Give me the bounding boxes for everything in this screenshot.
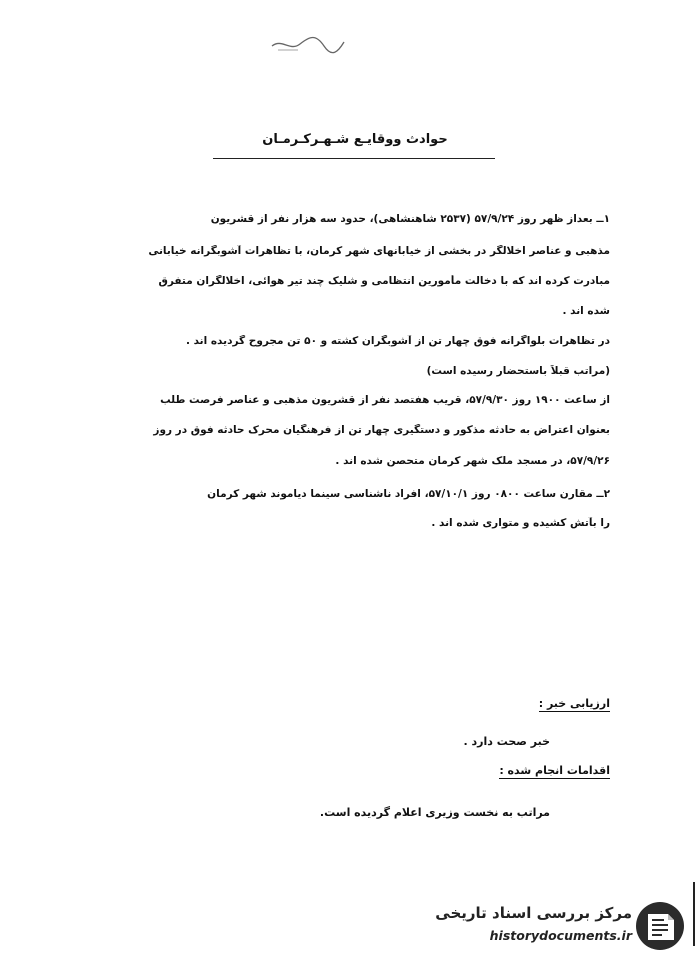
body-line-11: را بآتش کشیده و متواری شده اند . <box>431 517 610 529</box>
assessment-value: خبر صحت دارد . <box>463 735 550 748</box>
handwritten-mark-icon <box>268 28 348 58</box>
margin-notation-icon <box>690 880 698 950</box>
body-line-7: از ساعت ۱۹۰۰ روز ۵۷/۹/۳۰، قریب هفتصد نفر از قشریون مذهبی و عناصر فرصت طلب <box>160 394 610 406</box>
body-line-8: بعنوان اعتراض به حادثه مذکور و دستگیری چهار تن از فرهنگیان محرک حادثه فوق در روز <box>153 424 610 436</box>
document-title: حوادث ووقایـع شـهـرکـرمـان <box>262 132 448 147</box>
archive-watermark-url: historydocuments.ir <box>489 928 632 943</box>
body-line-9: ۵۷/۹/۲۶، در مسجد ملک شهر کرمان متحصن شده اند . <box>335 455 610 467</box>
assessment-label: ارزیابی خبر : <box>538 697 610 710</box>
archive-watermark-name: مرکز بررسی اسناد تاریخی <box>435 904 632 922</box>
body-line-5: در تظاهرات بلواگرانه فوق چهار تن از آشوبگران کشته و ۵۰ تن مجروح گردیده اند . <box>185 335 610 347</box>
body-line-6: (مراتب قبلاً باستحضار رسیده است) <box>426 365 610 377</box>
body-line-2: مذهبی و عناصر اخلالگر در بخشی از خیابانهای شهر کرمان، با تظاهرات آشوبگرانه خیابانی <box>148 245 610 257</box>
actions-label: اقدامات انجام شده : <box>499 764 610 777</box>
document-center-logo-icon <box>634 900 686 952</box>
body-line-3: مبادرت کرده اند که با دخالت مأمورین انتظامی و شلیک چند تیر هوائی، اخلالگران متفرق <box>158 275 610 287</box>
body-line-4: شده اند . <box>562 305 610 317</box>
body-line-1: ۱ــ بعداز ظهر روز ۵۷/۹/۲۴ (۲۵۳۷ شاهنشاهی)، حدود سه هزار نفر از قشریون <box>210 213 610 225</box>
actions-value: مراتب به نخست وزیری اعلام گردیده است. <box>319 806 550 819</box>
body-line-10: ۲ــ مقارن ساعت ۰۸۰۰ روز ۵۷/۱۰/۱، افراد ناشناسی سینما دیاموند شهر کرمان <box>207 488 610 500</box>
title-underline <box>213 158 495 159</box>
